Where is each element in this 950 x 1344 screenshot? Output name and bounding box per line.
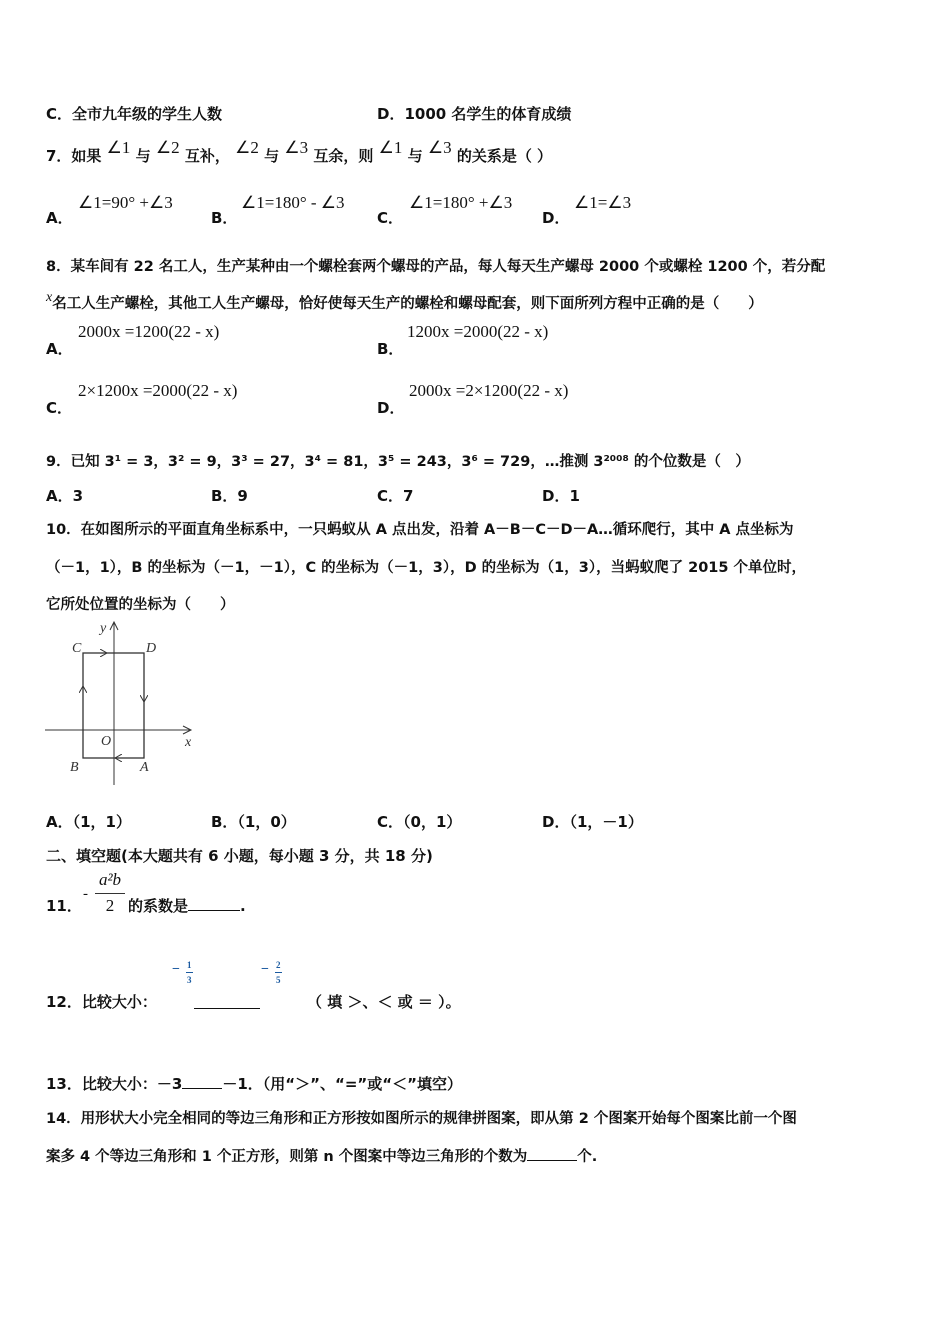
x-axis-label: x: [185, 735, 192, 750]
q11-numerator: a²b: [98, 870, 122, 889]
q10-stem-line3: 它所处位置的坐标为（ ）: [46, 597, 235, 613]
q7-option-b-label: B．: [211, 209, 238, 227]
q8-option-a-expr: 2000x =1200(22 - x): [78, 322, 220, 341]
q12-frac2-bar: [275, 972, 282, 973]
q11-denominator: 2: [105, 896, 115, 915]
q14-stem-line1: 14．用形状大小完全相同的等边三角形和正方形按如图所示的规律拼图案，即从第 2 个图案开始每个图案比前一个图: [46, 1111, 797, 1127]
q11-answer-blank[interactable]: [188, 910, 240, 911]
q8-stem-line1: 8．某车间有 22 名工人，生产某种由一个螺栓套两个螺母的产品，每人每天生产螺母 2000 个或螺栓 1200 个，若分配: [46, 259, 826, 275]
q12-frac2-num: 2: [276, 960, 281, 970]
q7-option-b-expr: ∠1=180° - ∠3: [241, 193, 345, 212]
q14-answer-blank[interactable]: [527, 1160, 577, 1161]
q12-frac1-sign: −: [172, 962, 180, 977]
q8-option-c-expr: 2×1200x =2000(22 - x): [78, 381, 238, 400]
q10-option-b: B．（1，0）: [211, 813, 296, 831]
q9-option-c: C．7: [377, 487, 414, 505]
q7-option-c-label: C．: [377, 209, 404, 227]
q11-fraction-bar: [95, 893, 125, 894]
q13-stem: 13．比较大小：－3 －1．（用“＞”、“=”或“＜”填空）: [46, 1075, 462, 1093]
q14-stem-line2: 案多 4 个等边三角形和 1 个正方形，则第 n 个图案中等边三角形的个数为 个.: [46, 1149, 598, 1165]
y-axis-label: y: [100, 621, 107, 636]
point-d-label: D: [146, 641, 157, 656]
q10-option-c: C．（0，1）: [377, 813, 462, 831]
q7-option-a-expr: ∠1=90° +∠3: [78, 193, 173, 212]
q12-frac2-den: 5: [276, 975, 281, 985]
q8-option-b-label: B．: [377, 340, 404, 358]
q7-option-d-label: D．: [542, 209, 570, 227]
q8-option-a-label: A．: [46, 340, 73, 358]
q12-frac2-sign: −: [261, 962, 269, 977]
q7-option-c-expr: ∠1=180° +∠3: [409, 193, 513, 212]
q9-option-b: B．9: [211, 487, 248, 505]
q8-option-d-expr: 2000x =2×1200(22 - x): [409, 381, 569, 400]
q10-stem-line1: 10．在如图所示的平面直角坐标系中，一只蚂蚁从 A 点出发，沿着 A－B－C－D－A…循环爬行，其中 A 点坐标为: [46, 522, 794, 538]
q8-option-d-label: D．: [377, 399, 405, 417]
q7-option-a-label: A．: [46, 209, 73, 227]
q12-frac1-num: 1: [187, 960, 192, 970]
q12-answer-blank[interactable]: [194, 1008, 260, 1009]
q6-option-d: D．1000 名学生的体育成绩: [377, 105, 572, 123]
q8-stem-line2: x名工人生产螺栓，其他工人生产螺母，恰好使每天生产的螺栓和螺母配套，则下面所列方程中正确的是（ ）: [46, 290, 763, 312]
q10-option-d: D．（1，－1）: [542, 813, 643, 831]
q10-coordinate-figure: [40, 615, 210, 790]
q6-option-c: C．全市九年级的学生人数: [46, 105, 223, 123]
q11-minus: -: [83, 886, 88, 902]
point-b-label: B: [70, 760, 79, 775]
q9-option-a: A．3: [46, 487, 84, 505]
q12-prefix: 12．比较大小：: [46, 993, 157, 1011]
q9-stem: 9．已知 3¹ = 3，3² = 9，3³ = 27，3⁴ = 81，3⁵ = 243，3⁶ = 729，…推测 3²⁰⁰⁸ 的个位数是（ ）: [46, 454, 750, 470]
point-a-label: A: [140, 760, 149, 775]
section2-heading: 二、填空题(本大题共有 6 小题，每小题 3 分，共 18 分): [46, 847, 433, 865]
q11-tail: 的系数是 .: [128, 897, 246, 915]
q13-answer-blank[interactable]: [182, 1088, 222, 1089]
point-c-label: C: [72, 641, 82, 656]
q12-frac1-bar: [186, 972, 193, 973]
origin-label: O: [101, 734, 112, 749]
q8-option-c-label: C．: [46, 399, 73, 417]
q8-option-b-expr: 1200x =2000(22 - x): [407, 322, 549, 341]
q10-stem-line2: （－1，1），B 的坐标为（－1，－1），C 的坐标为（－1，3），D 的坐标为（1，3），当蚂蚁爬了 2015 个单位时，: [46, 560, 807, 576]
q12-frac1-den: 3: [187, 975, 192, 985]
q7-stem: 7．如果 ∠1 与 ∠2 互补， ∠2 与 ∠3 互余，则 ∠1 与 ∠3 的关系是（ ）: [46, 138, 553, 165]
q7-option-d-expr: ∠1=∠3: [574, 193, 632, 212]
q9-option-d: D．1: [542, 487, 580, 505]
q12-tail: （ 填 ＞、＜ 或 ＝ ）。: [307, 993, 461, 1011]
q10-option-a: A．（1，1）: [46, 813, 131, 831]
q11-number: 11．: [46, 897, 82, 915]
